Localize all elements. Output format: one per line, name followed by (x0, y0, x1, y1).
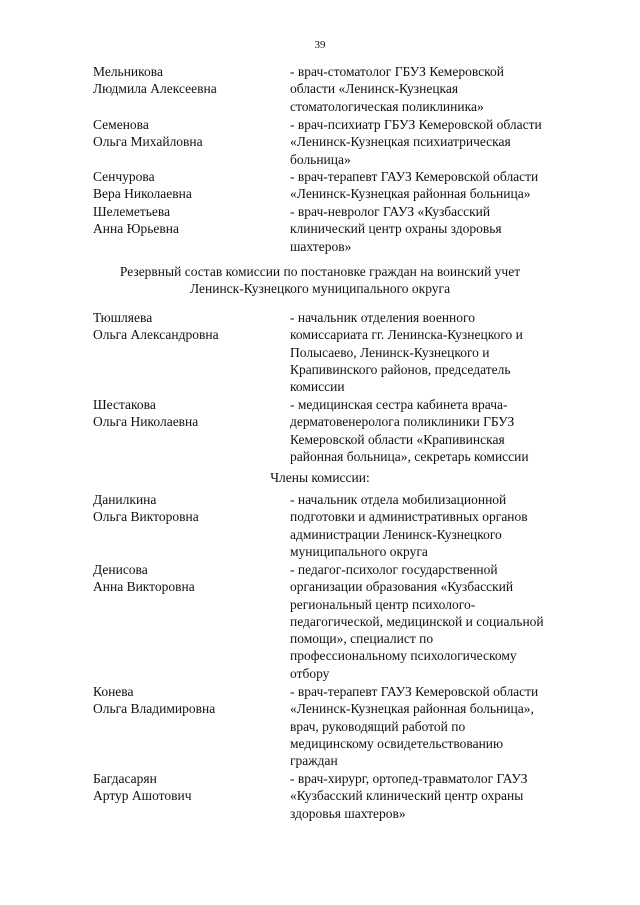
member-role (290, 63, 590, 115)
surname: Данилкина (93, 492, 157, 507)
given-names: Артур Ашотович (93, 788, 192, 804)
role-line: районная больница», секретарь комиссии (290, 448, 529, 464)
role-line: администрации Ленинск-Кузнецкого (290, 526, 502, 542)
surname: Шелеметьева (93, 204, 171, 219)
surname: Конева (93, 684, 134, 699)
role-line: граждан (290, 753, 338, 769)
page-number: 39 (314, 39, 326, 51)
member-name (93, 63, 283, 98)
role-line: дерматовенеролога поликлиники ГБУЗ (290, 414, 515, 430)
member-role (290, 561, 590, 682)
surname: Тюшляева (93, 310, 153, 325)
role-line: муниципального округа (290, 543, 428, 559)
role-line: - врач-невролог ГАУЗ «Кузбасский (290, 204, 491, 219)
member-role (290, 203, 590, 255)
given-names: Вера Николаевна (93, 186, 192, 202)
role-line: отбору (290, 665, 330, 681)
member-role (290, 683, 590, 769)
role-line: комиссариата гг. Ленинска-Кузнецкого и (290, 327, 523, 343)
role-line: - врач-терапевт ГАУЗ Кемеровской области (290, 684, 539, 699)
role-line: больница» (290, 151, 351, 167)
surname: Шестакова (93, 397, 156, 412)
role-line: Полысаево, Ленинск-Кузнецкого и (290, 344, 490, 360)
member-role (290, 396, 590, 465)
role-line: комиссии (290, 379, 345, 395)
given-names: Людмила Алексеевна (93, 81, 217, 97)
member-name (93, 491, 283, 526)
role-line: «Ленинск-Кузнецкая районная больница», (290, 701, 534, 717)
role-line: клинический центр охраны здоровья (290, 221, 502, 237)
member-name (93, 116, 283, 151)
member-role (290, 491, 590, 560)
role-line: медицинскому освидетельствованию (290, 735, 504, 751)
role-line: организации образования «Кузбасский (290, 579, 514, 595)
role-line: - начальник отделения военного (290, 310, 475, 325)
role-line: - врач-психиатр ГБУЗ Кемеровской области (290, 117, 542, 132)
role-line: - врач-терапевт ГАУЗ Кемеровской области (290, 169, 539, 184)
role-line: - педагог-психолог государственной (290, 562, 498, 577)
role-line: шахтеров» (290, 238, 352, 254)
role-line: - начальник отдела мобилизационной (290, 492, 507, 507)
given-names: Анна Викторовна (93, 579, 195, 595)
given-names: Анна Юрьевна (93, 221, 179, 237)
role-line: региональный центр психолого- (290, 596, 476, 612)
given-names: Ольга Владимировна (93, 701, 216, 717)
role-line: области «Ленинск-Кузнецкая (290, 81, 459, 97)
role-line: здоровья шахтеров» (290, 805, 406, 821)
member-name (93, 309, 283, 344)
role-line: педагогической, медицинской и социальной (290, 613, 544, 629)
given-names: Ольга Михайловна (93, 134, 203, 150)
role-line: Кемеровской области «Крапивинская (290, 431, 505, 447)
members-heading (0, 469, 640, 486)
member-name (93, 168, 283, 203)
member-name (93, 203, 283, 238)
role-line: «Ленинск-Кузнецкая психиатрическая (290, 134, 511, 150)
reserve-commission-heading (0, 263, 640, 298)
member-name (93, 561, 283, 596)
role-line: - врач-стоматолог ГБУЗ Кемеровской (290, 64, 504, 79)
member-role (290, 168, 590, 203)
role-line: врач, руководящий работой по (290, 718, 466, 734)
member-role (290, 309, 590, 395)
given-names: Ольга Викторовна (93, 509, 199, 525)
role-line: - врач-хирург, ортопед-травматолог ГАУЗ (290, 771, 528, 786)
surname: Семенова (93, 117, 149, 132)
member-name (93, 683, 283, 718)
role-line: Крапивинского районов, председатель (290, 361, 511, 377)
role-line: помощи», специалист по (290, 631, 434, 647)
surname: Мельникова (93, 64, 163, 79)
heading-line: Члены комиссии: (270, 470, 370, 485)
surname: Денисова (93, 562, 148, 577)
member-role (290, 116, 590, 168)
given-names: Ольга Александровна (93, 327, 219, 343)
role-line: «Ленинск-Кузнецкая районная больница» (290, 186, 531, 202)
role-line: - медицинская сестра кабинета врача- (290, 397, 508, 412)
surname: Сенчурова (93, 169, 155, 184)
role-line: подготовки и административных органов (290, 509, 528, 525)
surname: Багдасарян (93, 771, 157, 786)
heading-line: Резервный состав комиссии по постановке граждан на воинский учет (119, 264, 521, 279)
role-line: профессиональному психологическому (290, 648, 517, 664)
member-name (93, 396, 283, 431)
member-name (93, 770, 283, 805)
role-line: «Кузбасский клинический центр охраны (290, 788, 524, 804)
heading-line: Ленинск-Кузнецкого муниципального округа (189, 281, 451, 297)
member-role (290, 770, 590, 822)
given-names: Ольга Николаевна (93, 414, 199, 430)
role-line: стоматологическая поликлиника» (290, 98, 484, 114)
